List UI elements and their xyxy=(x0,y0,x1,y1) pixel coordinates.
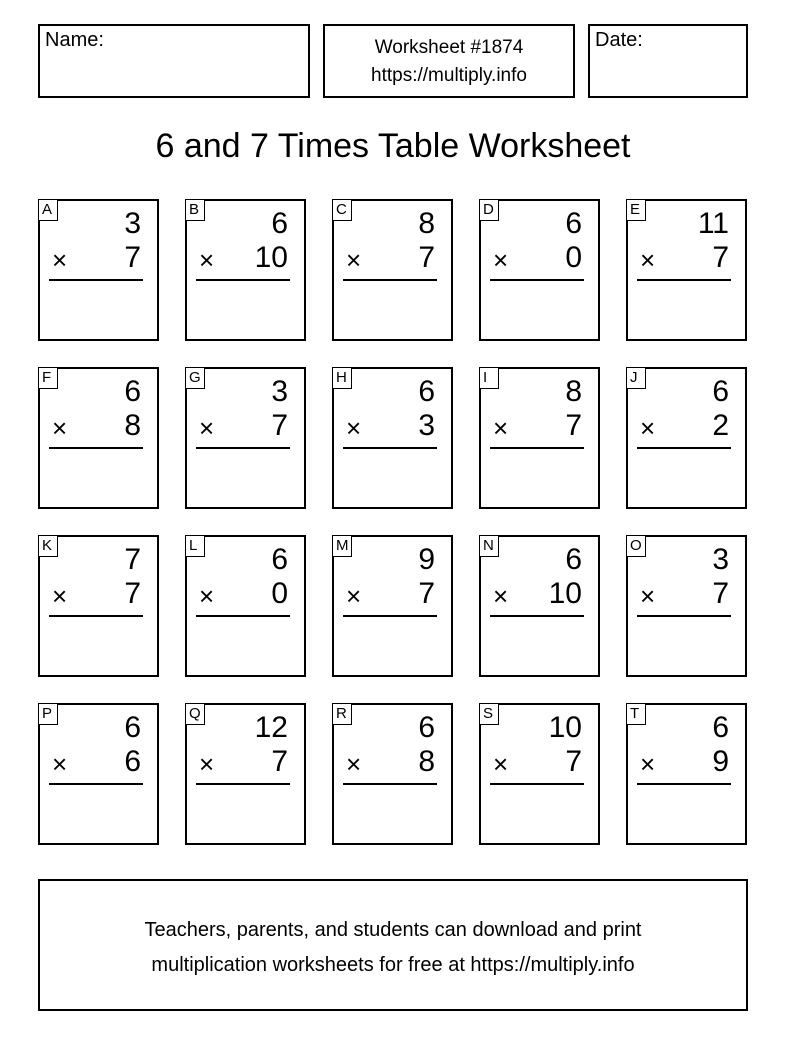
answer-line xyxy=(343,279,437,281)
multiply-sign: × xyxy=(493,413,509,443)
answer-line xyxy=(196,279,290,281)
problem-letter: M xyxy=(332,535,352,557)
multiply-sign: × xyxy=(52,413,68,443)
multiply-sign: × xyxy=(199,413,215,443)
problem-card xyxy=(38,199,159,341)
answer-line xyxy=(49,615,143,617)
multiplier: 6 xyxy=(124,745,141,778)
problem-card xyxy=(479,703,600,845)
problem-letter: A xyxy=(38,199,58,221)
page-title: 6 and 7 Times Table Worksheet xyxy=(155,127,631,165)
multiplier: 9 xyxy=(712,745,729,778)
multiplier: 7 xyxy=(565,745,582,778)
multiplier: 7 xyxy=(271,409,288,442)
problem-card xyxy=(38,703,159,845)
multiplicand: 3 xyxy=(124,207,141,240)
multiplier: 8 xyxy=(124,409,141,442)
footer-line-1: Teachers, parents, and students can download and print xyxy=(144,919,642,941)
multiplier: 7 xyxy=(712,241,729,274)
name-label: Name: xyxy=(45,29,104,51)
multiplicand: 6 xyxy=(124,375,141,408)
multiply-sign: × xyxy=(346,245,362,275)
multiplier: 0 xyxy=(271,577,288,610)
problem-card xyxy=(479,535,600,677)
multiply-sign: × xyxy=(199,581,215,611)
answer-line xyxy=(490,615,584,617)
multiplicand: 6 xyxy=(565,207,582,240)
problem-letter: L xyxy=(185,535,205,557)
multiply-sign: × xyxy=(640,749,656,779)
problem-grid xyxy=(38,199,748,845)
multiply-sign: × xyxy=(493,581,509,611)
problem-letter: O xyxy=(626,535,646,557)
worksheet-info-box xyxy=(323,24,575,98)
multiply-sign: × xyxy=(640,413,656,443)
multiplier: 0 xyxy=(565,241,582,274)
answer-line xyxy=(490,783,584,785)
multiplier: 7 xyxy=(271,745,288,778)
multiply-sign: × xyxy=(493,245,509,275)
answer-line xyxy=(637,615,731,617)
multiply-sign: × xyxy=(346,413,362,443)
problem-letter: B xyxy=(185,199,205,221)
problem-letter: T xyxy=(626,703,646,725)
problem-card xyxy=(332,199,453,341)
problem-card xyxy=(185,367,306,509)
answer-line xyxy=(196,447,290,449)
date-field-box xyxy=(588,24,748,98)
multiplicand: 6 xyxy=(271,543,288,576)
problem-letter: R xyxy=(332,703,352,725)
multiplicand: 6 xyxy=(712,375,729,408)
problem-letter: J xyxy=(626,367,646,389)
answer-line xyxy=(637,783,731,785)
problem-letter: Q xyxy=(185,703,205,725)
multiplicand: 6 xyxy=(418,711,435,744)
worksheet-url: https://multiply.info xyxy=(371,65,527,86)
problem-card xyxy=(626,535,747,677)
problem-card xyxy=(332,367,453,509)
multiply-sign: × xyxy=(52,581,68,611)
answer-line xyxy=(49,279,143,281)
problem-card xyxy=(38,535,159,677)
problem-card xyxy=(332,535,453,677)
multiplicand: 7 xyxy=(124,543,141,576)
problem-letter: E xyxy=(626,199,646,221)
multiplicand: 6 xyxy=(712,711,729,744)
problem-card xyxy=(185,535,306,677)
multiplier: 10 xyxy=(254,241,288,274)
answer-line xyxy=(196,615,290,617)
answer-line xyxy=(49,783,143,785)
multiplicand: 8 xyxy=(565,375,582,408)
multiplicand: 6 xyxy=(124,711,141,744)
problem-letter: D xyxy=(479,199,499,221)
multiplicand: 6 xyxy=(565,543,582,576)
problem-card xyxy=(185,199,306,341)
multiplier: 7 xyxy=(124,241,141,274)
problem-card xyxy=(38,367,159,509)
multiplier: 2 xyxy=(712,409,729,442)
problem-letter: N xyxy=(479,535,499,557)
answer-line xyxy=(637,447,731,449)
multiply-sign: × xyxy=(493,749,509,779)
problem-letter: G xyxy=(185,367,205,389)
multiplier: 7 xyxy=(565,409,582,442)
problem-letter: P xyxy=(38,703,58,725)
problem-letter: C xyxy=(332,199,352,221)
multiply-sign: × xyxy=(199,749,215,779)
problem-card xyxy=(626,367,747,509)
answer-line xyxy=(343,783,437,785)
multiplier: 7 xyxy=(418,241,435,274)
multiplicand: 6 xyxy=(271,207,288,240)
footer-box xyxy=(38,879,748,1011)
multiplier: 7 xyxy=(418,577,435,610)
multiplier: 3 xyxy=(418,409,435,442)
multiplicand: 8 xyxy=(418,207,435,240)
multiply-sign: × xyxy=(52,749,68,779)
answer-line xyxy=(343,615,437,617)
multiplicand: 12 xyxy=(254,711,288,744)
problem-letter: F xyxy=(38,367,58,389)
multiply-sign: × xyxy=(640,581,656,611)
problem-card xyxy=(479,199,600,341)
answer-line xyxy=(637,279,731,281)
multiplicand: 11 xyxy=(697,207,729,240)
answer-line xyxy=(343,447,437,449)
multiplicand: 3 xyxy=(712,543,729,576)
problem-letter: H xyxy=(332,367,352,389)
answer-line xyxy=(490,279,584,281)
multiplicand: 9 xyxy=(418,543,435,576)
multiplicand: 3 xyxy=(271,375,288,408)
problem-card xyxy=(626,199,747,341)
answer-line xyxy=(49,447,143,449)
problem-letter: K xyxy=(38,535,58,557)
answer-line xyxy=(196,783,290,785)
multiply-sign: × xyxy=(346,581,362,611)
name-field-box xyxy=(38,24,310,98)
multiplicand: 6 xyxy=(418,375,435,408)
multiplier: 7 xyxy=(124,577,141,610)
multiply-sign: × xyxy=(640,245,656,275)
problem-card xyxy=(479,367,600,509)
problem-card xyxy=(626,703,747,845)
multiply-sign: × xyxy=(199,245,215,275)
problem-letter: S xyxy=(479,703,499,725)
multiplier: 8 xyxy=(418,745,435,778)
multiplier: 7 xyxy=(712,577,729,610)
multiplier: 10 xyxy=(548,577,582,610)
multiply-sign: × xyxy=(346,749,362,779)
date-label: Date: xyxy=(595,29,643,51)
worksheet-id: Worksheet #1874 xyxy=(374,37,524,58)
multiply-sign: × xyxy=(52,245,68,275)
problem-letter: I xyxy=(479,367,499,389)
problem-card xyxy=(185,703,306,845)
answer-line xyxy=(490,447,584,449)
footer-line-2: multiplication worksheets for free at https://multiply.info xyxy=(151,954,635,976)
problem-card xyxy=(332,703,453,845)
multiplicand: 10 xyxy=(548,711,582,744)
